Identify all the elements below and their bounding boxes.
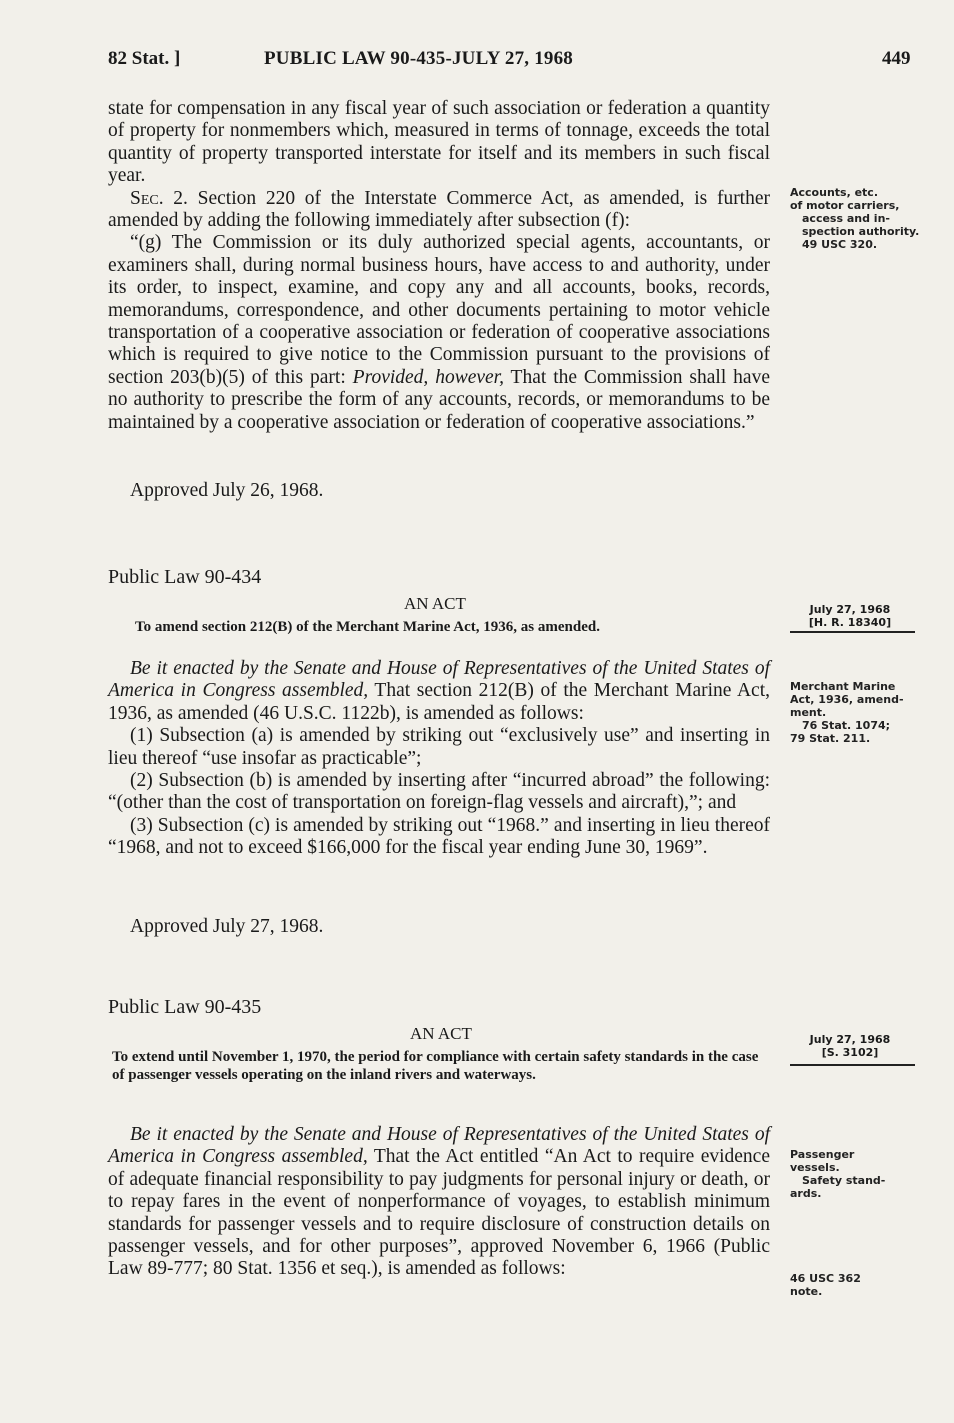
approved-date-2: Approved July 27, 1968.: [130, 916, 324, 937]
margin-note-accounts: [790, 186, 920, 251]
header-stat-ref: 82 Stat. ]: [108, 48, 181, 69]
law-90-435-body: [108, 1124, 770, 1281]
margin-line: access and in-: [802, 212, 890, 225]
margin-bill-number: [H. R. 18340]: [808, 616, 892, 629]
law-90-434-margin-date: [800, 603, 900, 629]
margin-citation: 79 Stat. 211.: [790, 732, 871, 745]
page-number: 449: [882, 48, 911, 69]
margin-rule: [790, 631, 915, 633]
margin-bill-number: [S. 3102]: [821, 1046, 879, 1059]
margin-line: Safety stand-: [802, 1174, 886, 1187]
margin-citation: 49 USC 320.: [802, 238, 878, 251]
margin-line: Act, 1936, amend-: [790, 693, 904, 706]
margin-line: ment.: [790, 706, 827, 719]
section-continuation: [108, 98, 770, 434]
margin-line: ards.: [790, 1187, 822, 1200]
law-90-435-text: That the Act entitled “An Act to require evidence of adequate financial responsibility to pay judgments for personal injury or death, or to repay fares in the event of nonperformance of voyages, to establish minimum standards for passenger vessels and to require disclosure of construction details on passenger vessels, and for other purposes”, approved November 6, 1966 (Public Law 89-777; 80 Stat. 1356 et seq.), is amended as follows:: [108, 1146, 770, 1280]
margin-date: July 27, 1968: [809, 603, 891, 616]
margin-date: July 27, 1968: [809, 1033, 891, 1046]
margin-line: vessels.: [790, 1161, 840, 1174]
enacting-clause: Be it enacted by the Senate and House of Representatives of the United States of America in Congress assembled,: [108, 658, 770, 702]
margin-citation: 76 Stat. 1074;: [802, 719, 891, 732]
law-90-435-purpose: To extend until November 1, 1970, the period for compliance with certain safety standards in the case of passenger vessels operating on the inland rivers and waterways.: [112, 1049, 759, 1083]
margin-line: Merchant Marine: [790, 680, 896, 693]
margin-note-citation: [790, 1272, 920, 1298]
margin-citation: 46 USC 362: [790, 1272, 861, 1285]
margin-line: Passenger: [790, 1148, 855, 1161]
sec2-paragraph: [108, 188, 770, 233]
enacting-clause: Be it enacted by the Senate and House of Representatives of the United States of America in Congress assembled,: [108, 1124, 770, 1168]
law-90-434-enacting-paragraph: [108, 658, 770, 725]
law-90-434-purpose: To amend section 212(B) of the Merchant Marine Act, 1936, as amended.: [135, 619, 600, 635]
law-90-434-item-3: (3) Subsection (c) is amended by striking out “1968.” and inserting in lieu thereof “1968, and not to exceed $166,000 for the fiscal year ending June 30, 1969”.: [108, 814, 770, 859]
subsection-g-start: “(g) The Commission or its duly authorized special agents, accountants, or examiners shall, during normal business hours, have access to and authority, under its order, to inspect, examine, and copy any and all accounts, books, records, memorandums, correspondence, and other documents pertaining to motor vehicle transportation of a cooperative association or federation of cooperative associations which is required to give notice to the Commission pursuant to the provisions of section 203(b)(5) of this part:: [108, 232, 770, 388]
law-90-435-enacting-paragraph: [108, 1124, 770, 1281]
law-90-435-an-act: AN ACT: [410, 1024, 472, 1043]
margin-note-passenger-vessels: [790, 1148, 920, 1200]
header-title: PUBLIC LAW 90-435-JULY 27, 1968: [264, 48, 574, 69]
subsection-g-end: That the Commission shall have no authority to prescribe the form of any accounts, records, or memorandums to be maintained by a cooperative association or federation of cooperative associations.”: [108, 366, 770, 433]
margin-citation: note.: [790, 1285, 823, 1298]
law-90-434-item-1: (1) Subsection (a) is amended by striking out “exclusively use” and inserting in lieu thereof “use insofar as practicable”;: [108, 725, 770, 769]
law-90-434-body: [108, 658, 770, 860]
law-90-434-an-act: AN ACT: [404, 594, 466, 613]
margin-note-merchant-marine: [790, 680, 920, 745]
provided-however: Provided, however,: [352, 366, 504, 388]
law-90-434-item-2: (2) Subsection (b) is amended by inserting after “incurred abroad” the following: “(other than the cost of transportation on foreign-flag vessels and aircraft),”; and: [108, 770, 770, 814]
margin-line: of motor carriers,: [790, 199, 900, 212]
law-90-434-intro: That section 212(B) of the Merchant Marine Act, 1936, as amended (46 U.S.C. 1122b), is amended as follows:: [108, 680, 770, 724]
law-90-434-title: Public Law 90-434: [108, 566, 262, 588]
subsection-g-paragraph: [108, 232, 770, 434]
continuation-paragraph: state for compensation in any fiscal year of such association or federation a quantity of property for nonmembers which, measured in terms of tonnage, exceeds the total quantity of property transported interstate for itself and its members in such fiscal year.: [108, 98, 770, 187]
margin-rule: [790, 1064, 915, 1066]
law-90-435-margin-date: [800, 1033, 900, 1059]
sec2-label: Sec. 2.: [130, 187, 188, 209]
margin-line: Accounts, etc.: [790, 186, 879, 199]
law-90-435-title: Public Law 90-435: [108, 996, 262, 1018]
approved-date-1: Approved July 26, 1968.: [130, 480, 324, 501]
sec2-text: Section 220 of the Interstate Commerce Act, as amended, is further amended by adding the following immediately after subsection (f):: [108, 187, 770, 232]
margin-line: spection authority.: [802, 225, 920, 238]
